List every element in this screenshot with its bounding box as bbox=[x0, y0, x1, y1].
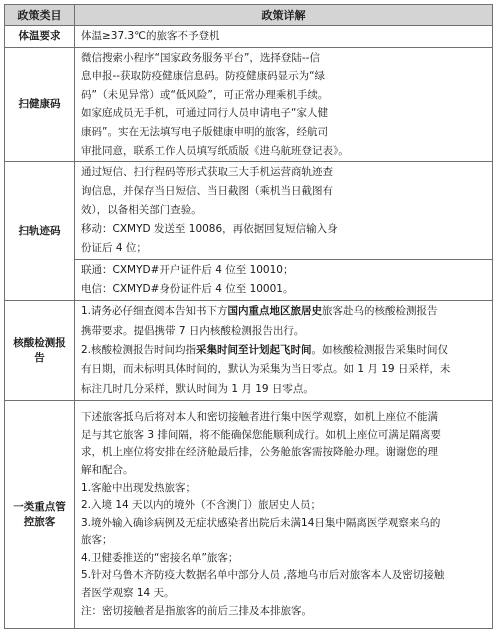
detail-line: 份证后 4 位； bbox=[81, 242, 147, 255]
text-segment: 1.请务必仔细查阅本告知书下方 bbox=[81, 305, 228, 318]
header-row bbox=[5, 5, 493, 26]
detail-line: 携带要求。提倡携带 7 日内核酸检测报告出行。 bbox=[81, 324, 305, 337]
detail-line: 询信息，并保存当日短信、当日截图（乘机当日截图有 bbox=[81, 185, 333, 198]
detail-health-code bbox=[75, 47, 493, 162]
detail-line: 旅客； bbox=[81, 534, 113, 547]
detail-line bbox=[81, 341, 486, 360]
row-health-code bbox=[5, 47, 493, 162]
category-nucleic-test: 核酸检测报告 bbox=[5, 301, 75, 401]
detail-line: 通过短信、扫行程码等形式获取三大手机运营商轨迹查 bbox=[81, 166, 333, 179]
policy-table bbox=[4, 4, 493, 629]
detail-line: 3.境外输入确诊病例及无症状感染者出院后未满14日集中隔离医学观察来乌的 bbox=[81, 516, 441, 529]
row-key-control bbox=[5, 401, 493, 629]
detail-trip-code bbox=[75, 162, 493, 301]
bold-segment: 采集时间至计划起飞时间 bbox=[196, 343, 312, 356]
detail-line: 4.卫健委推送的“密接名单”旅客； bbox=[81, 551, 239, 564]
category-temperature: 体温要求 bbox=[5, 26, 75, 48]
detail-line: 码”（未见异常）或“低风险”，可正常办理乘机手续。 bbox=[81, 88, 329, 101]
category-trip-code: 扫轨迹码 bbox=[5, 162, 75, 301]
detail-line: 求，机上座位将安排在经济舱最后排，公务舱旅客需按降舱办理。谢谢您的理 bbox=[81, 446, 438, 459]
detail-line: 康码”。实在无法填写电子版健康申明的旅客，经航司 bbox=[81, 125, 328, 138]
detail-line: 审批同意，联系工作人员填写纸质版《进乌航班登记表》。 bbox=[81, 144, 349, 157]
detail-temperature: 体温≥37.3℃的旅客不予登机 bbox=[75, 26, 493, 48]
detail-line: 者医学观察 14 天。 bbox=[81, 587, 175, 600]
detail-line: 移动：CXMYD 发送至 10086，再依据回复短信输入身 bbox=[81, 223, 338, 236]
row-nucleic-test bbox=[5, 301, 493, 401]
detail-line: 下述旅客抵乌后将对本人和密切接触者进行集中医学观察，如机上座位不能满 bbox=[81, 411, 438, 424]
trip-code-part-1 bbox=[75, 162, 492, 259]
detail-line: 联通：CXMYD#开户证件后 4 位至 10010； bbox=[81, 264, 294, 277]
detail-line: 注：密切接触者是指旅客的前后三排及本排旅客。 bbox=[81, 604, 312, 617]
detail-key-control bbox=[75, 401, 493, 629]
detail-line: 有日期，而未标明具体时间的，默认为采集为当日零点。如 1 月 19 日采样，未 bbox=[81, 363, 451, 376]
row-temperature bbox=[5, 26, 493, 48]
detail-line: 如家庭成员无手机，可通过同行人员申请电子“家人健 bbox=[81, 107, 328, 120]
detail-line: 标注几时几分采样，默认时间为 1 月 19 日零点。 bbox=[81, 382, 314, 395]
detail-line: 电信：CXMYD#身份证件后 4 位至 10001。 bbox=[81, 283, 294, 296]
detail-line: 2.入境 14 天以内的境外（不含澳门）旅居史人员； bbox=[81, 499, 322, 512]
trip-code-part-2 bbox=[75, 259, 492, 300]
detail-line: 效），以备相关部门查验。 bbox=[81, 204, 202, 217]
header-detail: 政策详解 bbox=[75, 5, 493, 26]
header-category: 政策类目 bbox=[5, 5, 75, 26]
row-trip-code bbox=[5, 162, 493, 301]
text-segment: 旅客赴乌的核酸检测报告 bbox=[322, 305, 438, 318]
detail-line: 微信搜索小程序“国家政务服务平台”，选择登陆--信 bbox=[81, 51, 320, 64]
detail-line: 5.针对乌鲁木齐防疫大数据名单中部分人员 ,落地乌市后对旅客本人及密切接触 bbox=[81, 569, 445, 582]
text-segment: 2.核酸检测报告时间均指 bbox=[81, 343, 197, 356]
category-health-code: 扫健康码 bbox=[5, 47, 75, 162]
detail-line: 解和配合。 bbox=[81, 463, 134, 476]
category-key-control: 一类重点管控旅客 bbox=[5, 401, 75, 629]
text-segment: 。如核酸检测报告采集时间仅 bbox=[311, 343, 449, 356]
bold-segment: 国内重点地区旅居史 bbox=[227, 305, 323, 318]
detail-line: 1.客舱中出现发热旅客； bbox=[81, 481, 197, 494]
detail-line bbox=[81, 302, 486, 321]
detail-line: 息申报--获取防疫健康信息码。防疫健康码显示为“绿 bbox=[81, 70, 326, 83]
detail-line: 足与其它旅客 3 排间隔，将不能确保您能顺利成行。如机上座位可满足隔离要 bbox=[81, 428, 441, 441]
detail-nucleic-test bbox=[75, 301, 493, 401]
